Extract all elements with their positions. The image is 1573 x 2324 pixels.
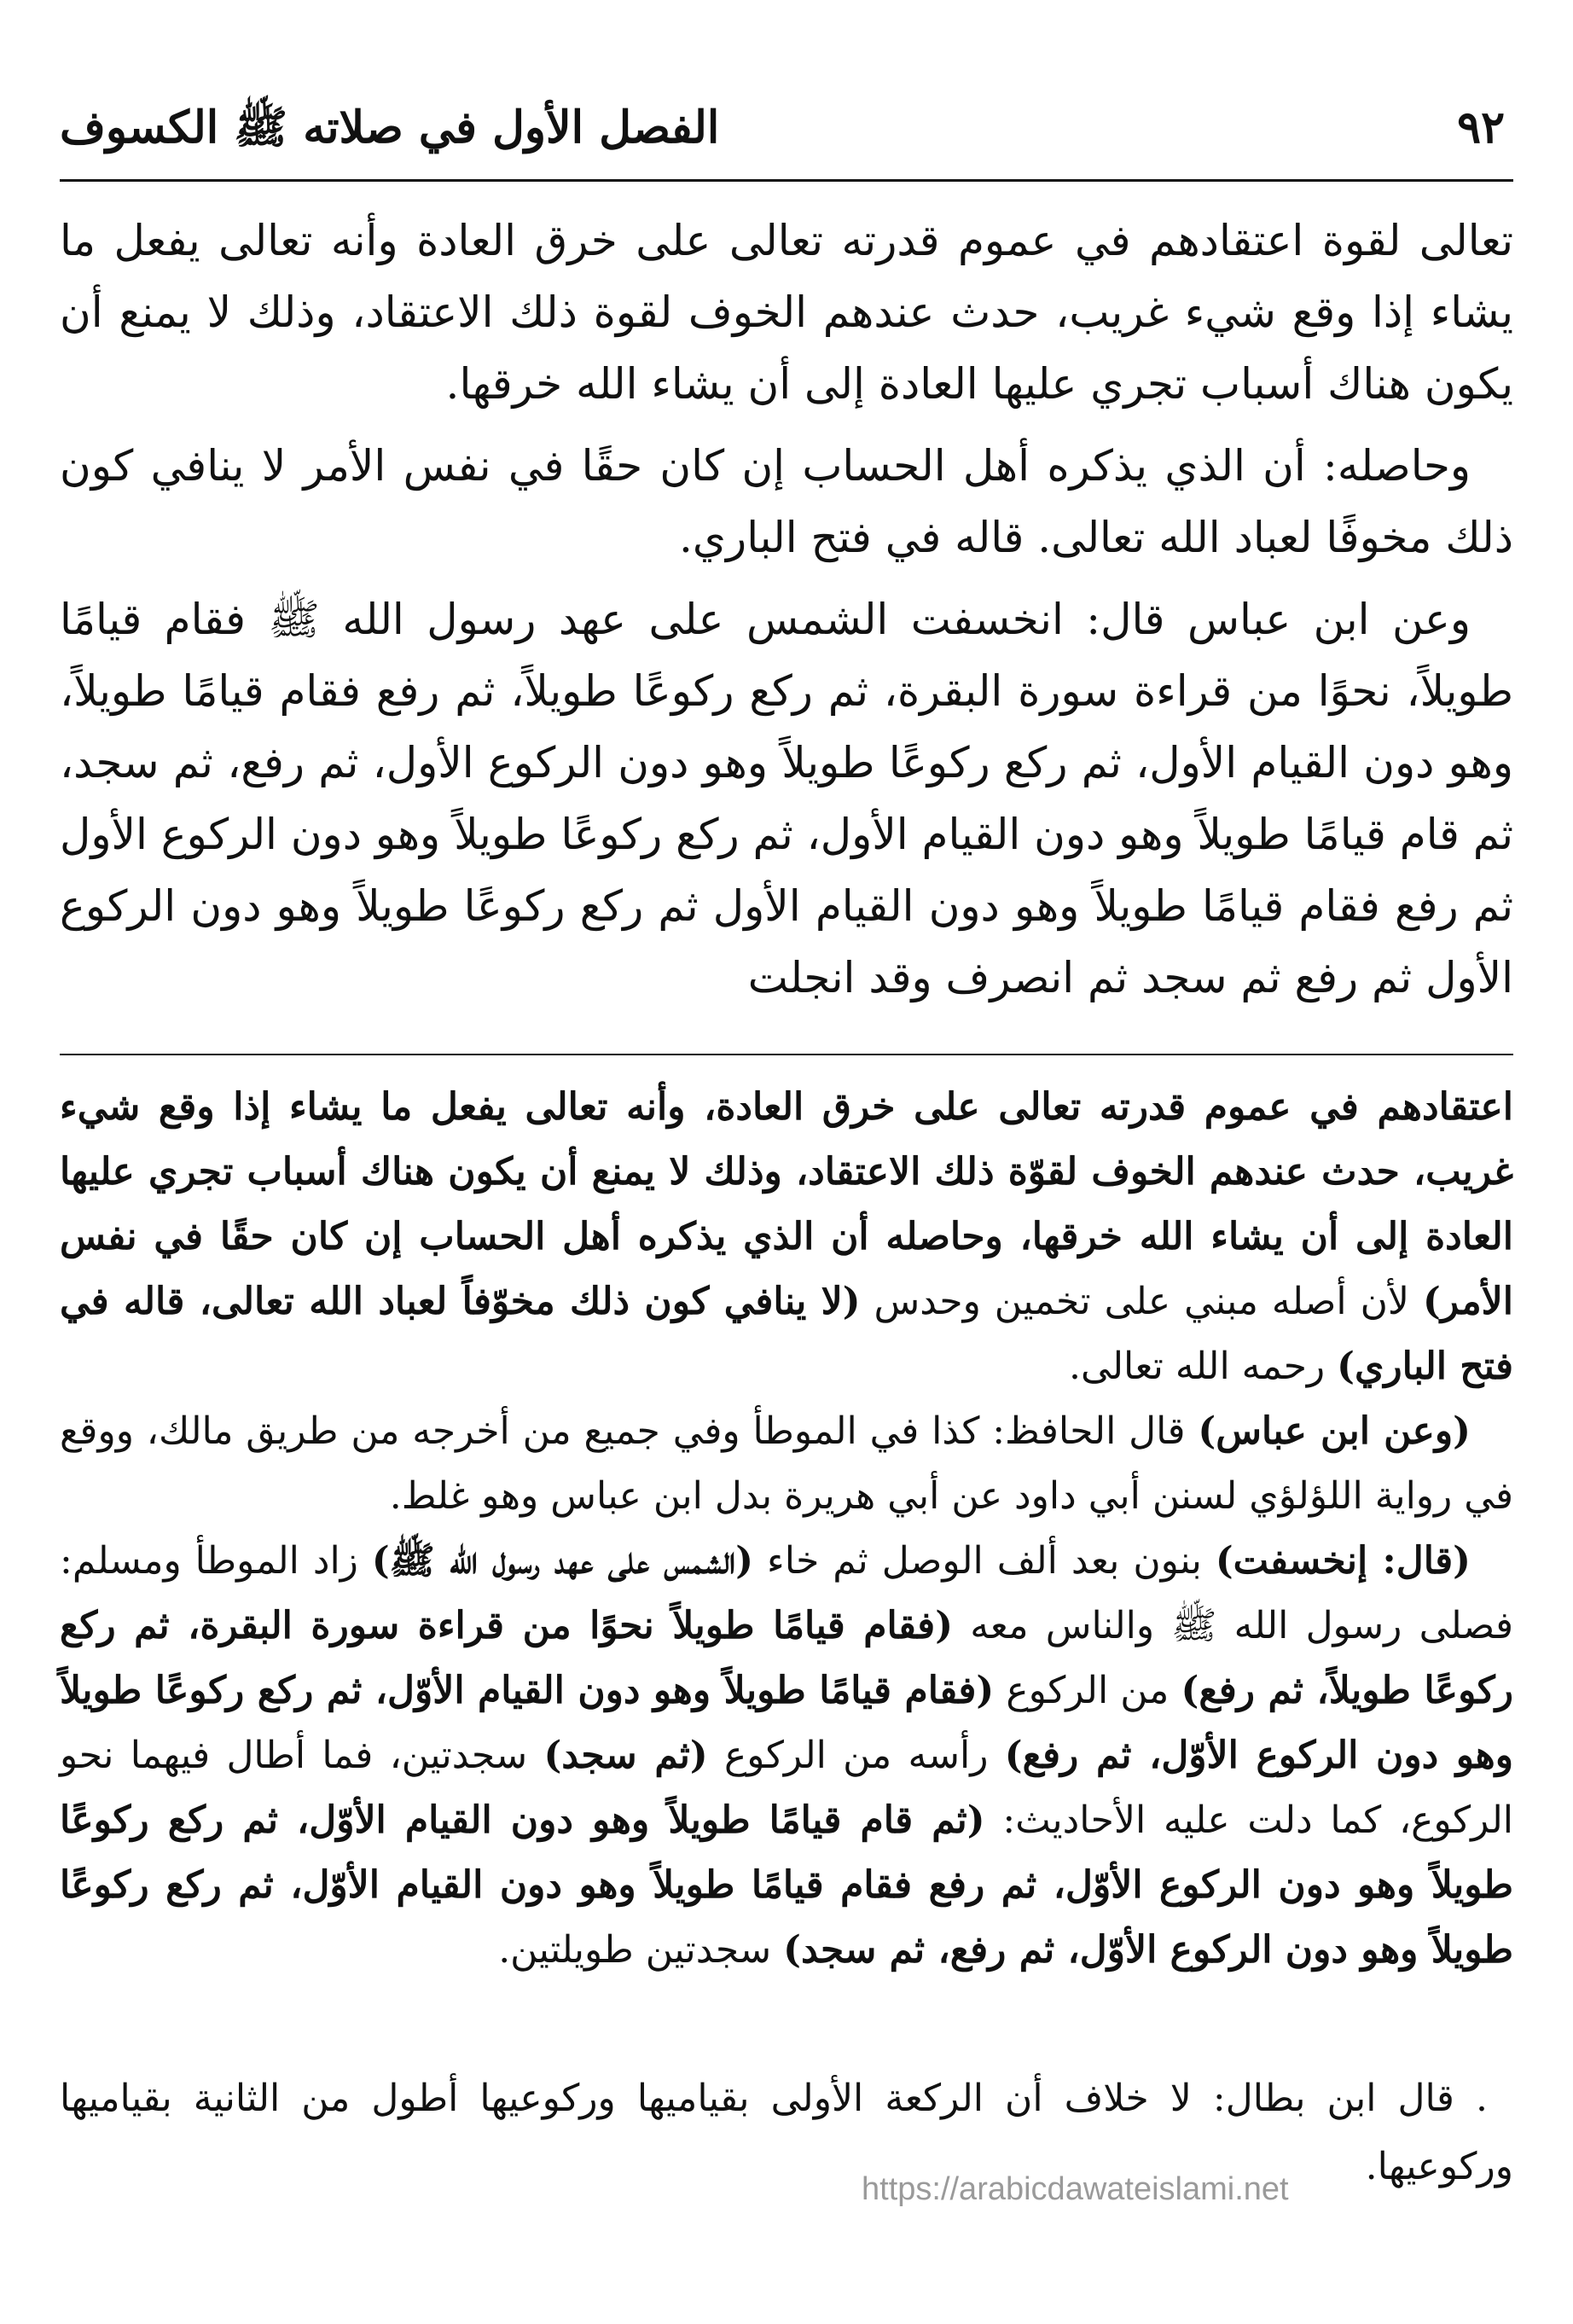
running-head <box>60 94 1513 162</box>
commentary-paragraph-3 <box>60 1529 1513 1983</box>
commentary-note: رأسه من الركوع <box>707 1734 1005 1777</box>
commentary-quote: اعتقادهم في عموم قدرته تعالى على خرق العادة، وأنه تعالى يفعل ما يشاء إذا وقع شيء غريب، حدث عندهم الخوف لقوّة ذلك الاعتقاد، وذلك لا يمنع أن يكون هناك أسباب تجري عليها العادة إلى أن يشاء الله خرقها، وحاصله أن الذي يذكره أهل الحساب إن كان حقًا في نفس الأمر) <box>60 1085 1513 1323</box>
commentary-quote: (فقام قيامًا طويلاً وهو دون القيام الأوّل، ثم ركع ركوعًا طويلاً وهو دون الركوع الأوّل، ثم رفع) <box>60 1669 1513 1777</box>
commentary-quote: (فقام قيامًا طويلاً نحوًا من قراءة سورة البقرة، ثم ركع ركوعًا طويلاً، ثم رفع) <box>60 1604 1513 1712</box>
watermark-link[interactable]: https://arabicdawateislami.net <box>862 2171 1289 2207</box>
commentary-note: لأن أصله مبني على تخمين وحدس <box>860 1280 1423 1323</box>
commentary-note: زاد الموطأ ومسلم: فصلى رسول الله ﷺ والناس معه <box>60 1539 1514 1647</box>
commentary-note: من الركوع <box>994 1669 1181 1712</box>
commentary-paragraph-1 <box>60 1075 1513 1399</box>
chapter-title: الفصل الأول في صلاته ﷺ الكسوف <box>60 102 720 154</box>
commentary-quote: (ثم قام قيامًا طويلاً وهو دون القيام الأوّل، ثم ركع ركوعًا طويلاً وهو دون الركوع الأوّل، ثم رفع فقام قيامًا طويلاً وهو دون القيام الأوّل، ثم ركع ركوعًا طويلاً وهو دون الركوع الأوّل، ثم رفع، ثم سجد) <box>60 1798 1513 1972</box>
commentary <box>60 1075 1513 1983</box>
page-number: ٩٢ <box>1457 102 1505 154</box>
footnote-text: . قال ابن بطال: لا خلاف أن الركعة الأولى بقياميها وركوعيها أطول من الثانية بقياميها وركوعيها. <box>60 2077 1513 2188</box>
main-paragraph-2: وحاصله: أن الذي يذكره أهل الحساب إن كان حقًا في نفس الأمر لا ينافي كون ذلك مخوفًا لعباد الله تعالى. قاله في فتح الباري. <box>60 441 1513 562</box>
commentary-note: قال الحافظ: كذا في الموطأ وفي جميع من أخرجه من طريق مالك، ووقع في رواية اللؤلؤي لسنن أبي داود عن أبي هريرة بدل ابن عباس وهو غلط. <box>60 1409 1513 1518</box>
commentary-quote: (الشمس على عهد رسول الله ﷺ) <box>371 1539 754 1583</box>
commentary-quote: (ثم سجد) <box>543 1734 708 1777</box>
commentary-quote: (قال: إنخسفت) <box>1215 1539 1471 1583</box>
main-paragraph-3: وعن ابن عباس قال: انخسفت الشمس على عهد رسول الله ﷺ فقام قيامًا طويلاً، نحوًا من قراءة سورة البقرة، ثم ركع ركوعًا طويلاً، ثم رفع فقام قيامًا طويلاً، وهو دون القيام الأول، ثم ركع ركوعًا طويلاً وهو دون الركوع الأول، ثم رفع، ثم سجد، ثم قام قيامًا طويلاً وهو دون القيام الأول، ثم ركع ركوعًا طويلاً وهو دون الركوع الأول ثم رفع فقام قيامًا طويلاً وهو دون القيام الأول ثم ركع ركوعًا طويلاً وهو دون الركوع الأول ثم رفع ثم سجد ثم انصرف وقد انجلت <box>59 595 1513 1002</box>
commentary-note: بنون بعد ألف الوصل ثم خاء <box>753 1539 1216 1583</box>
commentary-paragraph-2 <box>60 1399 1513 1529</box>
book-page <box>60 94 1513 2278</box>
commentary-note: رحمه الله تعالى. <box>1068 1345 1338 1388</box>
footnote <box>60 2065 1513 2201</box>
commentary-quote: (لا ينافي كون ذلك مخوّفاً لعباد الله تعالى، قاله في فتح الباري) <box>60 1280 1513 1388</box>
main-paragraph-1: تعالى لقوة اعتقادهم في عموم قدرته تعالى على خرق العادة وأنه تعالى يفعل ما يشاء إذا وقع شيء غريب، حدث عندهم الخوف لقوة ذلك الاعتقاد، وذلك لا يمنع أن يكون هناك أسباب تجري عليها العادة إلى أن يشاء الله خرقها. <box>60 216 1513 409</box>
commentary-note: سجدتين طويلتين. <box>498 1928 784 1972</box>
header-rule <box>60 179 1513 182</box>
main-text <box>60 205 1513 1024</box>
commentary-separator <box>60 1054 1513 1055</box>
commentary-quote: (وعن ابن عباس) <box>1198 1409 1471 1453</box>
commentary-note: سجدتين، فما أطال فيهما نحو الركوع، كما دلت عليه الأحاديث: <box>60 1734 1513 1842</box>
